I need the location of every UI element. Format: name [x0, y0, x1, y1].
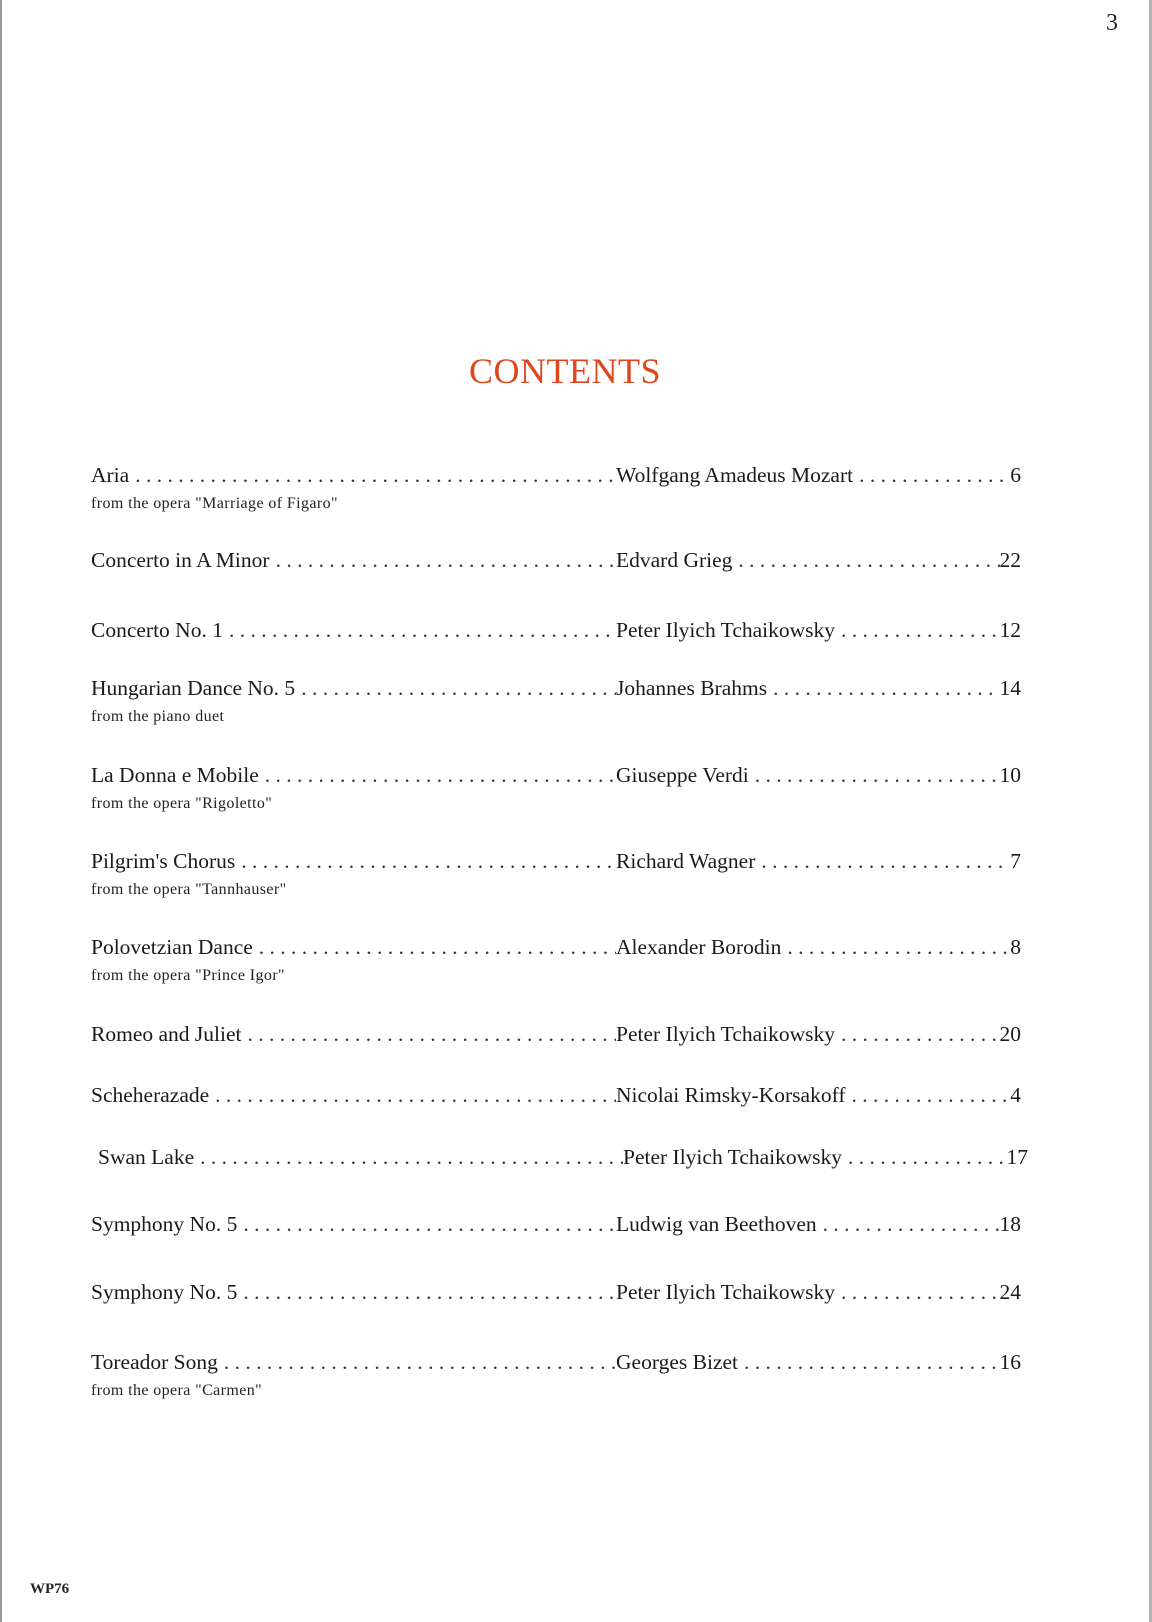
page-ref: 12: [999, 618, 1021, 642]
dot-leader: [853, 463, 1007, 488]
dot-leader: [241, 1022, 616, 1047]
dot-leader: [209, 1083, 616, 1108]
composer-name: Wolfgang Amadeus Mozart: [616, 463, 854, 487]
dot-leader: [259, 763, 616, 788]
dot-leader: [835, 1280, 999, 1305]
contents-entry: [91, 463, 1021, 513]
page-ref: 20: [999, 1022, 1021, 1046]
page-ref: 8: [1010, 935, 1021, 959]
dot-leader: [817, 1212, 1000, 1237]
dot-leader: [223, 618, 616, 643]
piece-title: Hungarian Dance No. 5: [91, 676, 296, 700]
piece-subtitle: from the opera "Rigoletto": [91, 795, 273, 812]
composer-name: Johannes Brahms: [616, 676, 768, 700]
page-ref: 16: [999, 1350, 1021, 1374]
piece-title: Symphony No. 5: [91, 1212, 238, 1236]
composer-name: Richard Wagner: [616, 849, 756, 873]
composer-name: Peter Ilyich Tchaikowsky: [616, 618, 836, 642]
contents-entry: [91, 676, 1021, 726]
piece-title: Pilgrim's Chorus: [91, 849, 236, 873]
contents-entry: [91, 935, 1021, 985]
contents-entry: [91, 548, 1021, 578]
contents-entry: [91, 1350, 1021, 1400]
composer-name: Alexander Borodin: [616, 935, 782, 959]
composer-name: Edvard Grieg: [616, 548, 733, 572]
piece-subtitle: from the opera "Prince Igor": [91, 967, 285, 984]
publisher-code: WP76: [30, 1581, 70, 1597]
piece-title: La Donna e Mobile: [91, 763, 259, 787]
dot-leader: [270, 548, 616, 573]
dot-leader: [749, 763, 1000, 788]
dot-leader: [218, 1350, 616, 1375]
page-ref: 24: [999, 1280, 1021, 1304]
piece-title: Toreador Song: [91, 1350, 218, 1374]
dot-leader: [237, 1212, 616, 1237]
piece-title: Scheherazade: [91, 1083, 210, 1107]
piece-title: Concerto in A Minor: [91, 548, 270, 572]
contents-entry: [98, 1145, 1028, 1175]
page-ref: 17: [1006, 1145, 1028, 1169]
piece-subtitle: from the opera "Tannhauser": [91, 881, 287, 898]
dot-leader: [237, 1280, 616, 1305]
page-ref: 18: [999, 1212, 1021, 1236]
page-ref: 10: [999, 763, 1021, 787]
composer-name: Giuseppe Verdi: [616, 763, 749, 787]
dot-leader: [767, 676, 999, 701]
piece-title: Polovetzian Dance: [91, 935, 253, 959]
page-ref: 7: [1010, 849, 1021, 873]
composer-name: Peter Ilyich Tchaikowsky: [616, 1280, 836, 1304]
contents-entry: [91, 1212, 1021, 1242]
piece-title: Aria: [91, 463, 130, 487]
piece-subtitle: from the opera "Marriage of Figaro": [91, 495, 338, 512]
dot-leader: [732, 548, 999, 573]
composer-name: Nicolai Rimsky-Korsakoff: [616, 1083, 846, 1107]
dot-leader: [842, 1145, 1006, 1170]
dot-leader: [835, 1022, 999, 1047]
composer-name: Peter Ilyich Tchaikowsky: [616, 1022, 836, 1046]
contents-entry: [91, 1280, 1021, 1310]
contents-entry: [91, 763, 1021, 813]
contents-title: CONTENTS: [469, 351, 661, 391]
page-ref: 6: [1010, 463, 1021, 487]
dot-leader: [235, 849, 616, 874]
piece-title: Romeo and Juliet: [91, 1022, 242, 1046]
dot-leader: [295, 676, 616, 701]
dot-leader: [738, 1350, 1000, 1375]
page-ref: 4: [1010, 1083, 1021, 1107]
page-ref: 22: [999, 548, 1021, 572]
dot-leader: [755, 849, 1007, 874]
composer-name: Ludwig van Beethoven: [616, 1212, 817, 1236]
contents-entry: [91, 849, 1021, 899]
page-ref: 14: [999, 676, 1021, 700]
piece-subtitle: from the piano duet: [91, 708, 225, 725]
contents-entry: [91, 1083, 1021, 1113]
piece-title: Swan Lake: [98, 1145, 195, 1169]
piece-subtitle: from the opera "Carmen": [91, 1382, 263, 1399]
dot-leader: [253, 935, 616, 960]
composer-name: Georges Bizet: [616, 1350, 738, 1374]
piece-title: Symphony No. 5: [91, 1280, 238, 1304]
composer-name: Peter Ilyich Tchaikowsky: [623, 1145, 843, 1169]
dot-leader: [781, 935, 1007, 960]
dot-leader: [835, 618, 999, 643]
contents-entry: [91, 1022, 1021, 1052]
dot-leader: [194, 1145, 623, 1170]
piece-title: Concerto No. 1: [91, 618, 223, 642]
dot-leader: [129, 463, 616, 488]
contents-entry: [91, 618, 1021, 648]
dot-leader: [846, 1083, 1008, 1108]
page-number: 3: [1106, 10, 1118, 36]
